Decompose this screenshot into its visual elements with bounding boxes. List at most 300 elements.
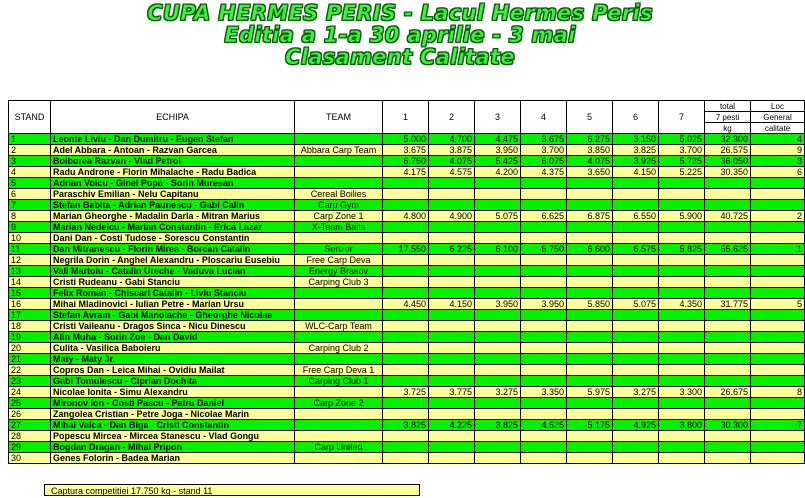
total-cell <box>705 332 751 343</box>
total-cell <box>705 343 751 354</box>
table-row <box>9 222 805 233</box>
day-6-cell <box>613 332 659 343</box>
ranking-body <box>9 134 805 464</box>
stand-cell: 10 <box>9 233 51 244</box>
day-6-cell <box>613 255 659 266</box>
day-2-cell: 4.575 <box>429 167 475 178</box>
day-7-cell <box>659 453 705 464</box>
day-1-cell: 5.000 <box>383 134 429 145</box>
day-3-cell: 3.950 <box>475 145 521 156</box>
rank-cell <box>751 222 805 233</box>
day-1-cell: 3.675 <box>383 145 429 156</box>
day-4-cell <box>521 442 567 453</box>
rank-cell <box>751 277 805 288</box>
stand-cell: 1 <box>9 134 51 145</box>
total-cell <box>705 398 751 409</box>
day-6-cell <box>613 200 659 211</box>
team-members-cell: Felix Roman - Chiscari Catalin - Liviu Stanciu <box>51 288 295 299</box>
day-3-cell: 5.425 <box>475 156 521 167</box>
day-3-cell: 3.825 <box>475 420 521 431</box>
day-7-cell <box>659 255 705 266</box>
stand-cell: 22 <box>9 365 51 376</box>
team-name-cell: Carp Zone 2 <box>295 398 383 409</box>
title-competition: CUPA HERMES PERIS - Lacul Hermes Peris <box>147 1 653 25</box>
day-4-cell: 3.350 <box>521 387 567 398</box>
day-2-cell <box>429 222 475 233</box>
day-6-cell <box>613 266 659 277</box>
header-echipa: ECHIPA <box>51 101 295 134</box>
team-members-cell: Adrian Voicu - Ginel Popa - Sorin Muresan <box>51 178 295 189</box>
stand-cell: 27 <box>9 420 51 431</box>
day-6-cell <box>613 310 659 321</box>
day-1-cell <box>383 200 429 211</box>
day-7-cell <box>659 343 705 354</box>
day-6-cell: 3.825 <box>613 145 659 156</box>
day-5-cell: 5.175 <box>567 420 613 431</box>
day-3-cell <box>475 431 521 442</box>
day-5-cell: 6.275 <box>567 134 613 145</box>
day-6-cell: 6.575 <box>613 244 659 255</box>
day-4-cell <box>521 222 567 233</box>
team-members-cell: Stefan Avram - Gabi Manolache - Gheorghe Nicolae <box>51 310 295 321</box>
total-cell: 32.300 <box>705 134 751 145</box>
day-2-cell: 6.225 <box>429 244 475 255</box>
table-row <box>9 156 805 167</box>
day-5-cell: 5.850 <box>567 299 613 310</box>
team-name-cell <box>295 354 383 365</box>
table-row <box>9 409 805 420</box>
table-row <box>9 453 805 464</box>
day-6-cell: 3.275 <box>613 387 659 398</box>
day-4-cell <box>521 255 567 266</box>
day-3-cell <box>475 233 521 244</box>
rank-cell <box>751 233 805 244</box>
day-6-cell <box>613 321 659 332</box>
day-3-cell <box>475 255 521 266</box>
table-row <box>9 288 805 299</box>
day-6-cell <box>613 453 659 464</box>
team-members-cell: Bogdan Dragan - Mihai Pripon <box>51 442 295 453</box>
day-4-cell: 4.525 <box>521 420 567 431</box>
day-7-cell <box>659 332 705 343</box>
table-row <box>9 376 805 387</box>
team-name-cell: Free Carp Deva <box>295 255 383 266</box>
day-5-cell <box>567 222 613 233</box>
stand-cell: 11 <box>9 244 51 255</box>
day-7-cell <box>659 409 705 420</box>
day-6-cell <box>613 288 659 299</box>
stand-cell: 15 <box>9 288 51 299</box>
total-cell <box>705 376 751 387</box>
rank-cell: 1 <box>751 244 805 255</box>
table-row <box>9 145 805 156</box>
team-name-cell <box>295 134 383 145</box>
day-4-cell <box>521 178 567 189</box>
day-1-cell <box>383 398 429 409</box>
day-2-cell <box>429 332 475 343</box>
day-1-cell <box>383 178 429 189</box>
day-5-cell: 3.850 <box>567 145 613 156</box>
day-4-cell <box>521 376 567 387</box>
day-3-cell: 6.100 <box>475 244 521 255</box>
header-day-4: 4 <box>521 101 567 134</box>
day-5-cell <box>567 266 613 277</box>
day-2-cell <box>429 376 475 387</box>
stand-cell: 13 <box>9 266 51 277</box>
day-1-cell <box>383 343 429 354</box>
day-4-cell <box>521 431 567 442</box>
day-2-cell: 4.700 <box>429 134 475 145</box>
day-7-cell <box>659 431 705 442</box>
day-2-cell <box>429 277 475 288</box>
stand-cell: 3 <box>9 156 51 167</box>
team-name-cell: Senzor <box>295 244 383 255</box>
day-7-cell: 3.800 <box>659 420 705 431</box>
table-row <box>9 354 805 365</box>
day-6-cell: 5.075 <box>613 299 659 310</box>
day-7-cell: 5.725 <box>659 156 705 167</box>
table-row <box>9 167 805 178</box>
table-row <box>9 277 805 288</box>
day-5-cell <box>567 200 613 211</box>
header-team: TEAM <box>295 101 383 134</box>
day-1-cell <box>383 365 429 376</box>
team-name-cell: Energy Brasov <box>295 266 383 277</box>
total-cell <box>705 453 751 464</box>
day-7-cell <box>659 354 705 365</box>
team-name-cell: Carping Club 2 <box>295 343 383 354</box>
day-5-cell <box>567 431 613 442</box>
rank-cell <box>751 442 805 453</box>
rank-cell <box>751 365 805 376</box>
day-7-cell <box>659 310 705 321</box>
stand-cell: 23 <box>9 376 51 387</box>
day-3-cell <box>475 222 521 233</box>
day-5-cell: 6.875 <box>567 211 613 222</box>
day-5-cell <box>567 189 613 200</box>
rank-cell <box>751 398 805 409</box>
day-5-cell <box>567 233 613 244</box>
stand-cell: 8 <box>9 211 51 222</box>
team-name-cell <box>295 409 383 420</box>
competition-catch-note: Captura competitiei 17.750 kg - stand 11 <box>44 484 420 496</box>
title-ranking: Clasament Calitate <box>285 45 515 69</box>
day-7-cell: 5.225 <box>659 167 705 178</box>
team-members-cell: Nicolae Ionita - Simu Alexandru <box>51 387 295 398</box>
day-5-cell <box>567 354 613 365</box>
total-cell <box>705 365 751 376</box>
header-total-line1: total <box>705 101 751 112</box>
day-6-cell <box>613 354 659 365</box>
stand-cell: 5 <box>9 178 51 189</box>
day-2-cell <box>429 321 475 332</box>
table-row <box>9 365 805 376</box>
day-3-cell <box>475 332 521 343</box>
day-7-cell <box>659 222 705 233</box>
day-7-cell: 5.825 <box>659 244 705 255</box>
day-4-cell <box>521 321 567 332</box>
day-4-cell <box>521 343 567 354</box>
day-6-cell <box>613 277 659 288</box>
stand-cell: 21 <box>9 354 51 365</box>
team-members-cell: Marian Nedelcu - Marian Constantin - Erica Lazar <box>51 222 295 233</box>
day-6-cell <box>613 178 659 189</box>
day-3-cell <box>475 354 521 365</box>
stand-cell: 4 <box>9 167 51 178</box>
day-7-cell <box>659 376 705 387</box>
stand-cell: 14 <box>9 277 51 288</box>
team-members-cell: Popescu Mircea - Mircea Stanescu - Vlad Gongu <box>51 431 295 442</box>
rank-cell <box>751 178 805 189</box>
team-members-cell: Dani Dan - Costi Tudose - Sorescu Constantin <box>51 233 295 244</box>
day-2-cell: 4.075 <box>429 156 475 167</box>
day-5-cell <box>567 332 613 343</box>
day-7-cell <box>659 398 705 409</box>
table-row <box>9 200 805 211</box>
day-3-cell <box>475 321 521 332</box>
day-3-cell <box>475 409 521 420</box>
day-2-cell: 3.875 <box>429 145 475 156</box>
stand-cell: 19 <box>9 332 51 343</box>
header-loc-line3: calitate <box>751 123 805 134</box>
stand-cell: 17 <box>9 310 51 321</box>
team-members-cell: Leonte Liviu - Dan Dumitru - Eugen Stefan <box>51 134 295 145</box>
team-members-cell: Mironov Ion - Costi Pascu - Patru Daniel <box>51 398 295 409</box>
day-7-cell <box>659 266 705 277</box>
day-4-cell <box>521 354 567 365</box>
team-members-cell: Radu Androne - Florin Mihalache - Radu Badica <box>51 167 295 178</box>
day-5-cell <box>567 365 613 376</box>
header-day-7: 7 <box>659 101 705 134</box>
table-row <box>9 398 805 409</box>
day-2-cell <box>429 266 475 277</box>
day-6-cell: 3.925 <box>613 156 659 167</box>
day-6-cell <box>613 431 659 442</box>
rank-cell: 5 <box>751 299 805 310</box>
team-name-cell <box>295 387 383 398</box>
day-7-cell <box>659 288 705 299</box>
table-row <box>9 442 805 453</box>
rank-cell <box>751 376 805 387</box>
team-name-cell <box>295 167 383 178</box>
table-row <box>9 431 805 442</box>
day-7-cell: 3.300 <box>659 387 705 398</box>
team-members-cell: Stefan Babita - Adrian Paunescu - Gabi Calin <box>51 200 295 211</box>
day-3-cell <box>475 365 521 376</box>
day-1-cell: 4.175 <box>383 167 429 178</box>
day-2-cell <box>429 233 475 244</box>
day-4-cell <box>521 266 567 277</box>
day-4-cell: 6.075 <box>521 156 567 167</box>
stand-cell: 26 <box>9 409 51 420</box>
stand-cell: 12 <box>9 255 51 266</box>
day-7-cell: 4.350 <box>659 299 705 310</box>
day-6-cell <box>613 376 659 387</box>
day-1-cell <box>383 255 429 266</box>
day-3-cell <box>475 343 521 354</box>
team-name-cell <box>295 233 383 244</box>
team-members-cell: Copros Dan - Leica Mihai - Ovidiu Mailat <box>51 365 295 376</box>
day-2-cell: 4.150 <box>429 299 475 310</box>
team-members-cell: Mihai Mladinovici - Iulian Petre - Marian Ursu <box>51 299 295 310</box>
table-row <box>9 387 805 398</box>
total-cell <box>705 255 751 266</box>
day-1-cell: 4.450 <box>383 299 429 310</box>
day-1-cell <box>383 277 429 288</box>
day-1-cell <box>383 233 429 244</box>
day-6-cell: 4.150 <box>613 167 659 178</box>
day-4-cell <box>521 277 567 288</box>
day-4-cell <box>521 233 567 244</box>
team-name-cell: Free Carp Deva 1 <box>295 365 383 376</box>
day-1-cell <box>383 189 429 200</box>
day-3-cell: 4.475 <box>475 134 521 145</box>
day-3-cell <box>475 189 521 200</box>
rank-cell: 6 <box>751 167 805 178</box>
total-cell: 30.300 <box>705 420 751 431</box>
rank-cell <box>751 409 805 420</box>
header-day-3: 3 <box>475 101 521 134</box>
day-3-cell <box>475 277 521 288</box>
day-1-cell <box>383 222 429 233</box>
day-4-cell <box>521 200 567 211</box>
day-7-cell <box>659 200 705 211</box>
day-4-cell <box>521 288 567 299</box>
rank-cell: 2 <box>751 211 805 222</box>
title-block <box>0 2 800 68</box>
day-2-cell <box>429 255 475 266</box>
total-cell <box>705 233 751 244</box>
rank-cell <box>751 189 805 200</box>
total-cell <box>705 178 751 189</box>
day-2-cell: 4.900 <box>429 211 475 222</box>
day-1-cell <box>383 310 429 321</box>
day-2-cell <box>429 354 475 365</box>
table-row <box>9 420 805 431</box>
total-cell <box>705 222 751 233</box>
rank-cell: 4 <box>751 134 805 145</box>
day-7-cell <box>659 189 705 200</box>
total-cell <box>705 431 751 442</box>
table-row <box>9 134 805 145</box>
team-name-cell <box>295 453 383 464</box>
total-cell <box>705 200 751 211</box>
day-7-cell <box>659 321 705 332</box>
day-3-cell <box>475 310 521 321</box>
stand-cell: 25 <box>9 398 51 409</box>
rank-cell <box>751 354 805 365</box>
team-name-cell: Abbara Carp Team <box>295 145 383 156</box>
team-members-cell: Mihai Valca - Dan Biga - Cristi Constantin <box>51 420 295 431</box>
day-6-cell <box>613 398 659 409</box>
rank-cell <box>751 288 805 299</box>
team-members-cell: Vali Martoiu - Catalin Ureche - Vaduva Lucian <box>51 266 295 277</box>
team-name-cell: Carp Zone 1 <box>295 211 383 222</box>
day-5-cell <box>567 409 613 420</box>
day-5-cell <box>567 288 613 299</box>
day-1-cell <box>383 354 429 365</box>
total-cell: 30.350 <box>705 167 751 178</box>
total-cell <box>705 442 751 453</box>
day-6-cell <box>613 442 659 453</box>
day-7-cell <box>659 178 705 189</box>
day-5-cell <box>567 442 613 453</box>
day-5-cell <box>567 277 613 288</box>
stand-cell: 2 <box>9 145 51 156</box>
rank-cell <box>751 431 805 442</box>
stand-cell: 9 <box>9 222 51 233</box>
team-members-cell: Paraschiv Emilian - Nelu Capitanu <box>51 189 295 200</box>
table-row <box>9 343 805 354</box>
total-cell <box>705 288 751 299</box>
team-members-cell: Boiborea Razvan - Vlad Petroi <box>51 156 295 167</box>
header-day-1: 1 <box>383 101 429 134</box>
header-total-line3: kg <box>705 123 751 134</box>
stand-cell: 16 <box>9 299 51 310</box>
total-cell: 55.625 <box>705 244 751 255</box>
day-6-cell: 4.925 <box>613 420 659 431</box>
day-6-cell <box>613 409 659 420</box>
day-3-cell: 5.075 <box>475 211 521 222</box>
ranking-table <box>8 100 805 464</box>
table-row <box>9 255 805 266</box>
day-4-cell <box>521 398 567 409</box>
total-cell <box>705 310 751 321</box>
team-name-cell <box>295 178 383 189</box>
day-1-cell <box>383 409 429 420</box>
day-6-cell: 6.550 <box>613 211 659 222</box>
day-1-cell: 4.800 <box>383 211 429 222</box>
total-cell <box>705 266 751 277</box>
day-5-cell: 3.650 <box>567 167 613 178</box>
day-3-cell <box>475 288 521 299</box>
day-4-cell: 3.950 <box>521 299 567 310</box>
team-members-cell: Adel Abbara - Antoan - Razvan Garcea <box>51 145 295 156</box>
day-3-cell <box>475 398 521 409</box>
rank-cell <box>751 343 805 354</box>
day-7-cell: 3.700 <box>659 145 705 156</box>
day-3-cell: 3.950 <box>475 299 521 310</box>
day-1-cell: 3.825 <box>383 420 429 431</box>
day-1-cell <box>383 442 429 453</box>
day-1-cell <box>383 453 429 464</box>
day-3-cell: 4.200 <box>475 167 521 178</box>
day-4-cell: 3.700 <box>521 145 567 156</box>
day-6-cell <box>613 343 659 354</box>
header-loc-line1: Loc <box>751 101 805 112</box>
team-name-cell <box>295 332 383 343</box>
day-1-cell: 17.550 <box>383 244 429 255</box>
total-cell: 40.725 <box>705 211 751 222</box>
stand-cell: 7 <box>9 200 51 211</box>
day-5-cell <box>567 321 613 332</box>
rank-cell: 9 <box>751 145 805 156</box>
stand-cell: 24 <box>9 387 51 398</box>
day-6-cell <box>613 233 659 244</box>
total-cell <box>705 354 751 365</box>
day-5-cell: 5.975 <box>567 387 613 398</box>
day-7-cell: 5.900 <box>659 211 705 222</box>
table-row <box>9 332 805 343</box>
team-members-cell: Alin Muha - Sorin Zoe - Dan David <box>51 332 295 343</box>
rank-cell <box>751 332 805 343</box>
day-5-cell <box>567 255 613 266</box>
day-2-cell <box>429 200 475 211</box>
day-2-cell <box>429 431 475 442</box>
header-total-line2: 7 pesti <box>705 112 751 123</box>
day-4-cell: 4.375 <box>521 167 567 178</box>
team-name-cell <box>295 156 383 167</box>
